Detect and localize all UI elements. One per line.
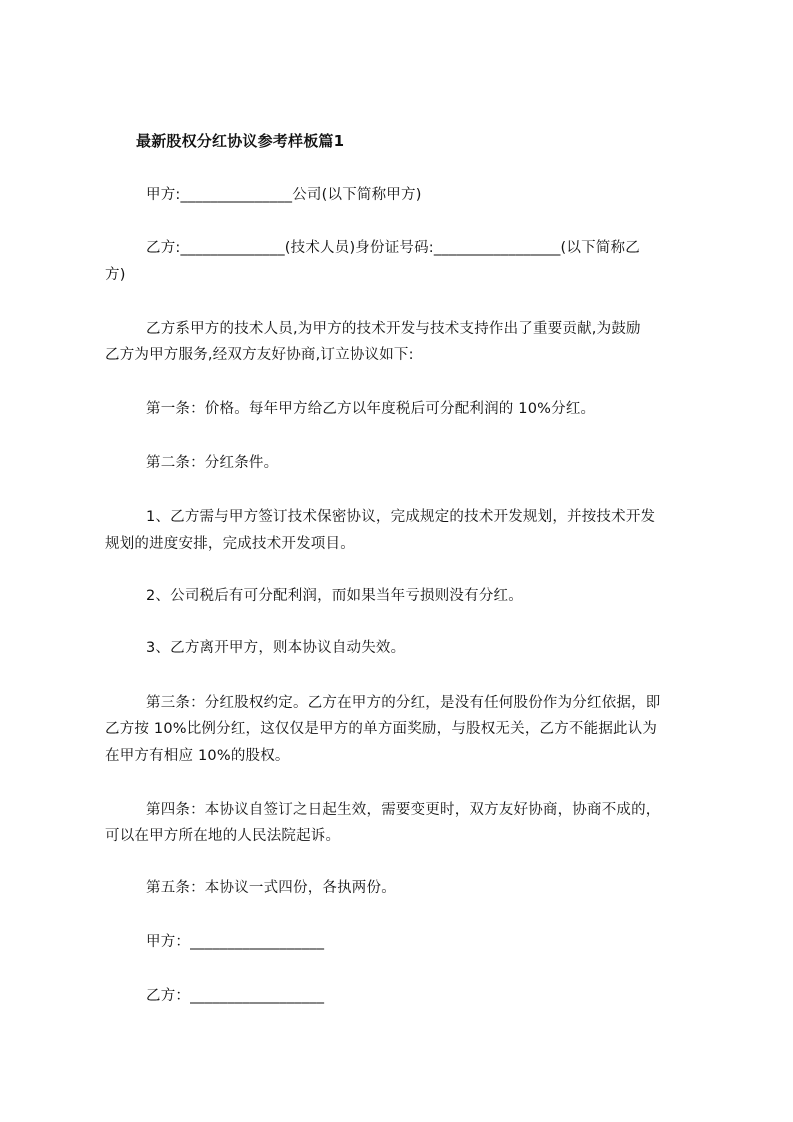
article-1: 第一条：价格。每年甲方给乙方以年度税后可分配利润的 10%分红。 xyxy=(146,401,596,417)
party-a-line: 甲方:_______________公司(以下简称甲方) xyxy=(146,187,422,203)
article-2: 第二条：分红条件。 xyxy=(146,455,279,471)
article-3-line-2: 乙方按 10%比例分红，这仅仅是甲方的单方面奖励，与股权无关，乙方不能据此认为 xyxy=(105,721,658,737)
signature-party-a: 甲方：__________________ xyxy=(146,934,325,950)
article-3-line-3: 在甲方有相应 10%的股权。 xyxy=(105,748,290,764)
condition-1-line-2: 规划的进度安排，完成技术开发项目。 xyxy=(105,536,355,552)
condition-2: 2、公司税后有可分配利润，而如果当年亏损则没有分红。 xyxy=(146,588,523,604)
document-title: 最新股权分红协议参考样板篇1 xyxy=(136,132,345,150)
intro-line-1: 乙方系甲方的技术人员,为甲方的技术开发与技术支持作出了重要贡献,为鼓励 xyxy=(146,321,641,337)
condition-3: 3、乙方离开甲方，则本协议自动失效。 xyxy=(146,640,406,656)
condition-1-line-1: 1、乙方需与甲方签订技术保密协议，完成规定的技术开发规划，并按技术开发 xyxy=(146,509,656,525)
article-4-line-1: 第四条：本协议自签订之日起生效，需要变更时，双方友好协商，协商不成的， xyxy=(146,802,661,818)
intro-line-2: 乙方为甲方服务,经双方友好协商,订立协议如下: xyxy=(105,347,414,363)
article-3-line-1: 第三条：分红股权约定。乙方在甲方的分红，是没有任何股份作为分红依据，即 xyxy=(146,695,661,711)
party-b-line-1: 乙方:______________(技术人员)身份证号码:_________________(以下简称乙 xyxy=(146,240,640,256)
article-4-line-2: 可以在甲方所在地的人民法院起诉。 xyxy=(105,828,341,844)
signature-party-b: 乙方：__________________ xyxy=(146,988,325,1004)
party-b-line-2: 方) xyxy=(105,267,126,283)
article-5: 第五条：本协议一式四份，各执两份。 xyxy=(146,880,396,896)
